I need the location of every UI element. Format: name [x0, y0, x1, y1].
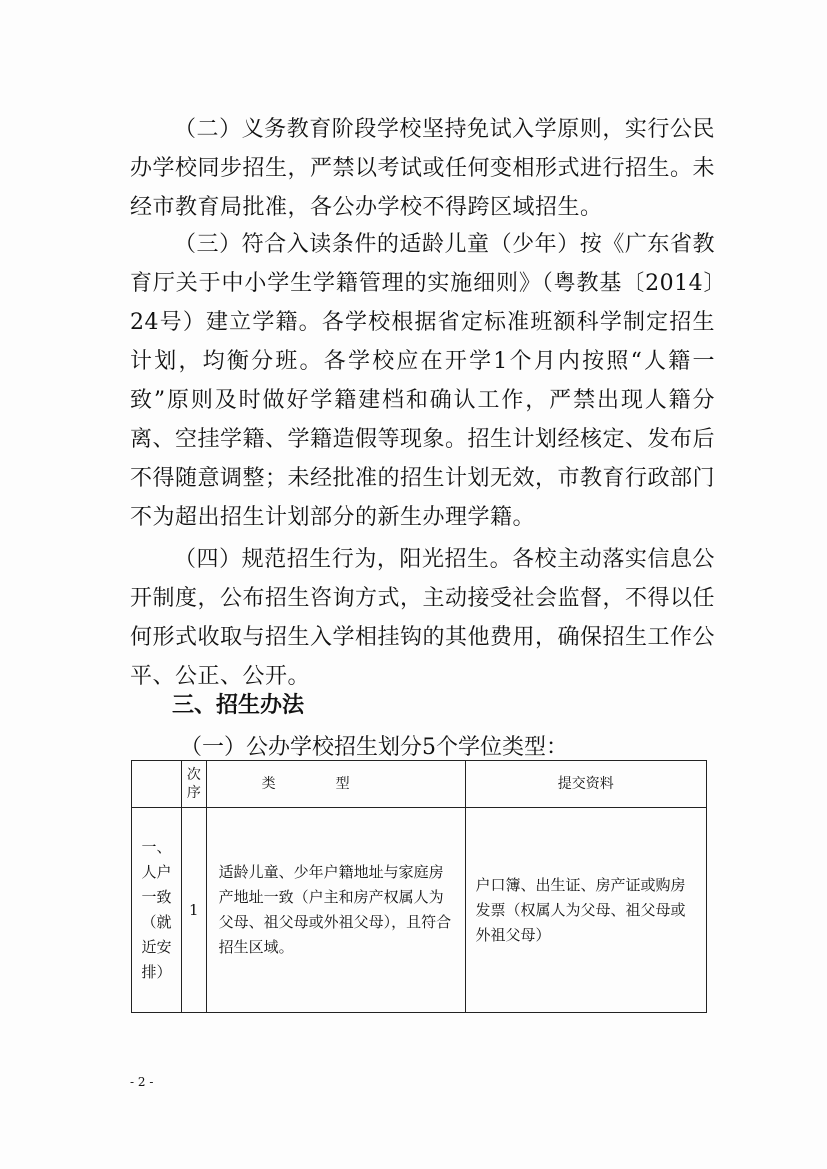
row-documents: 户口簿、出生证、房产证或购房发票（权属人为父母、祖父母或外祖父母） — [465, 808, 706, 1013]
row-sequence: 1 — [182, 808, 207, 1013]
row-category-label: 一、人户一致（就近安排） — [141, 838, 172, 981]
paragraph-student-registration: （三）符合入读条件的适龄儿童（少年）按《广东省教育厅关于中小学生学籍管理的实施细则》（粤教基〔2014〕24号）建立学籍。各学校根据省定标准班额科学制定招生计划，均衡分班。各学校应在开学1个月内按照“人籍一致”原则及时做好学籍建档和确认工作，严禁出现人籍分离、空挂学籍、学籍造假等现象。招生计划经核定、发布后不得随意调整；未经批准的招生计划无效，市教育行政部门不为超出招生计划部分的新生办理学籍。 — [130, 232, 716, 530]
table-header-row — [132, 761, 707, 808]
header-sequence-label: 次序 — [186, 767, 201, 801]
row-type: 适龄儿童、少年户籍地址与家庭房产地址一致（户主和房产权属人为父母、祖父母或外祖父母），且符合招生区域。 — [206, 808, 465, 1013]
paragraph-admission-principle: （二）义务教育阶段学校坚持免试入学原则，实行公民办学校同步招生，严禁以考试或任何变相形式进行招生。未经市教育局批准，各公办学校不得跨区域招生。 — [130, 117, 716, 220]
sub-heading: （一）公办学校招生划分5个学位类型： — [180, 735, 568, 760]
header-documents: 提交资料 — [465, 761, 706, 808]
header-category — [132, 761, 182, 808]
header-type-label: 类型 — [261, 775, 410, 792]
paragraph-enrollment-conduct: （四）规范招生行为，阳光招生。各校主动落实信息公开制度，公布招生咨询方式，主动接受社会监督，不得以任何形式收取与招生入学相挂钩的其他费用，确保招生工作公平、公正、公开。 — [130, 547, 716, 689]
header-sequence — [182, 761, 207, 808]
row-category — [132, 808, 182, 1013]
section-heading: 三、招生办法 — [172, 693, 305, 718]
table-row — [132, 808, 707, 1013]
page-number: - 2 - — [130, 1075, 154, 1089]
header-type — [206, 761, 465, 808]
enrollment-type-table — [131, 760, 707, 1013]
